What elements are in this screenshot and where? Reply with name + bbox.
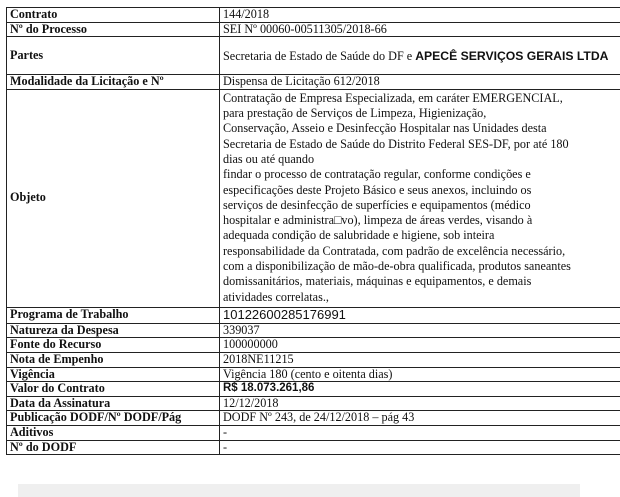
objeto-line: domissanitários, materiais, máquinas e equipamentos, e demais	[223, 274, 532, 289]
table-row-natureza	[7, 323, 620, 338]
objeto-line: adequada condição de salubridade e higiene, sob inteira	[223, 228, 495, 243]
fonte-value: 100000000	[220, 338, 620, 353]
dodf-label: Nº do DODF	[7, 440, 220, 455]
objeto-line: com a disponibilização de mão-de-obra qualificada, produtos saneantes	[223, 259, 571, 274]
objeto-line: Conservação, Asseio e Desinfecção Hospitalar nas Unidades desta	[223, 121, 547, 136]
partes-secretaria: Secretaria de Estado de Saúde do DF e	[223, 48, 416, 63]
assinatura-label: Data da Assinatura	[7, 396, 220, 411]
objeto-line: responsabilidade da Contratada, com padrão de excelência necessário,	[223, 243, 566, 258]
contract-table	[6, 7, 620, 455]
objeto-line: especificações deste Projeto Básico e seus anexos, incluindo os	[223, 182, 532, 197]
table-row-publicacao	[7, 411, 620, 426]
table-row-valor	[7, 382, 620, 397]
table-row-processo	[7, 22, 620, 37]
processo-label: Nº do Processo	[7, 22, 220, 37]
contrato-label: Contrato	[7, 8, 220, 23]
table-row-vigencia	[7, 367, 620, 382]
aditivos-label: Aditivos	[7, 425, 220, 440]
objeto-line: Secretaria de Estado de Saúde do Distrito Federal SES-DF, por até 180	[223, 136, 569, 151]
vigencia-value: Vigência 180 (cento e oitenta dias)	[220, 367, 620, 382]
table-row-objeto	[7, 89, 620, 307]
table-row-programa	[7, 307, 620, 323]
programa-value: 10122600285176991	[220, 307, 620, 323]
partes-label: Partes	[7, 37, 220, 75]
table-row-empenho	[7, 352, 620, 367]
table-row-modalidade	[7, 75, 620, 90]
footer-band	[18, 484, 580, 497]
objeto-line: para prestação de Serviços de Limpeza, Higienização,	[223, 106, 487, 121]
table-row-fonte	[7, 338, 620, 353]
fonte-label: Fonte do Recurso	[7, 338, 220, 353]
aditivos-value: -	[220, 425, 620, 440]
partes-value	[220, 37, 620, 75]
natureza-label: Natureza da Despesa	[7, 323, 220, 338]
empenho-label: Nota de Empenho	[7, 352, 220, 367]
natureza-value: 339037	[220, 323, 620, 338]
contrato-value: 144/2018	[220, 8, 620, 23]
valor-label: Valor do Contrato	[7, 382, 220, 397]
empenho-value: 2018NE11215	[220, 352, 620, 367]
table-row-contrato	[7, 8, 620, 23]
assinatura-value: 12/12/2018	[220, 396, 620, 411]
table-row-aditivos	[7, 425, 620, 440]
vigencia-label: Vigência	[7, 367, 220, 382]
table-row-assinatura	[7, 396, 620, 411]
programa-label: Programa de Trabalho	[7, 307, 220, 323]
objeto-line: serviços de desinfecção de superfícies e equipamentos (médico	[223, 197, 531, 212]
objeto-line: Contratação de Empresa Especializada, em caráter EMERGENCIAL,	[223, 90, 563, 105]
objeto-line: findar o processo de contratação regular, conforme condições e	[223, 167, 531, 182]
processo-value: SEI Nº 00060-00511305/2018-66	[220, 22, 620, 37]
objeto-line: dias ou até quando	[223, 151, 315, 166]
objeto-label: Objeto	[7, 89, 220, 307]
objeto-line: hospitalar e administra□vo), limpeza de áreas verdes, visando à	[223, 213, 533, 228]
dodf-value: -	[220, 440, 620, 455]
table-row-partes	[7, 37, 620, 75]
valor-value: R$ 18.073.261,86	[220, 382, 620, 397]
publicacao-label: Publicação DODF/Nº DODF/Pág	[7, 411, 220, 426]
partes-company: APECÊ SERVIÇOS GERAIS LTDA	[415, 48, 609, 63]
modalidade-value: Dispensa de Licitação 612/2018	[220, 75, 620, 90]
publicacao-value: DODF Nº 243, de 24/12/2018 – pág 43	[220, 411, 620, 426]
table-row-dodf	[7, 440, 620, 455]
modalidade-label: Modalidade da Licitação e Nº	[7, 75, 220, 90]
objeto-line: atividades correlatas.,	[223, 289, 329, 304]
objeto-value	[220, 89, 620, 307]
